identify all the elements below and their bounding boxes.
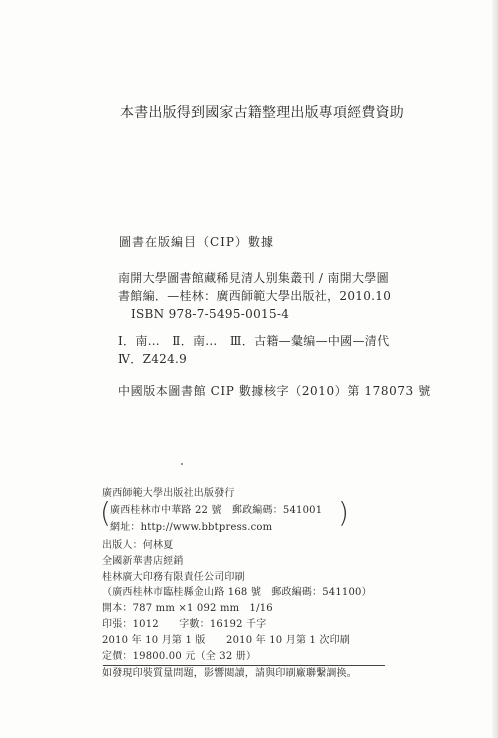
cip-subjects-line-1: Ⅰ．南… Ⅱ．南… Ⅲ．古籍—彙编—中國—清代 (118, 334, 390, 348)
page-edge (492, 0, 498, 738)
cip-subjects-line-2: Ⅳ．Z424.9 (118, 352, 188, 366)
publisher-website: 網址：http://www.bbtpress.com (110, 522, 273, 533)
book-price: 定價：19800.00 元（全 32 册） (102, 651, 257, 662)
quality-note: 如發現印裝質量問題，影響閲讀，請與印刷廠聯繫調换。 (102, 668, 357, 679)
publisher-editor: 出版人：何林夏 (102, 540, 174, 551)
left-bracket-glyph: ( (100, 496, 111, 529)
publisher-printer: 桂林廣大印務有限責任公司印刷 (102, 572, 245, 583)
funding-note: 本書出版得到國家古籍整理出版專項經費資助 (120, 105, 404, 121)
sheets-and-words: 印張：1012 字數：16192 千字 (102, 619, 267, 630)
publisher-distributor: 全國新華書店經銷 (102, 556, 184, 567)
printer-address: （廣西桂林市臨桂縣金山路 168 號 郵政編碼：541100） (102, 587, 372, 598)
edition-printing: 2010 年 10 月第 1 版 2010 年 10 月第 1 次印刷 (102, 635, 351, 646)
cip-record-number: 中國版本圖書館 CIP 數據核字（2010）第 178073 號 (118, 384, 431, 398)
cip-title-line-2: 書館編．—桂林：廣西師範大學出版社，2010.10 (118, 289, 392, 303)
cip-isbn: ISBN 978-7-5495-0015-4 (131, 307, 290, 321)
cip-heading: 圖書在版編目（CIP）數據 (119, 235, 274, 249)
publisher-address: 廣西桂林市中華路 22 號 郵政編碼：541001 (110, 505, 323, 516)
cip-title-line-1: 南開大學圖書館藏稀見清人别集叢刊 / 南開大學圖 (118, 271, 389, 285)
print-speck (181, 463, 183, 465)
divider-rule (103, 665, 385, 666)
publisher-issuer: 廣西師範大學出版社出版發行 (102, 488, 235, 499)
book-format: 開本：787 mm ×1 092 mm 1/16 (102, 603, 273, 614)
right-bracket-glyph: ) (338, 496, 349, 529)
